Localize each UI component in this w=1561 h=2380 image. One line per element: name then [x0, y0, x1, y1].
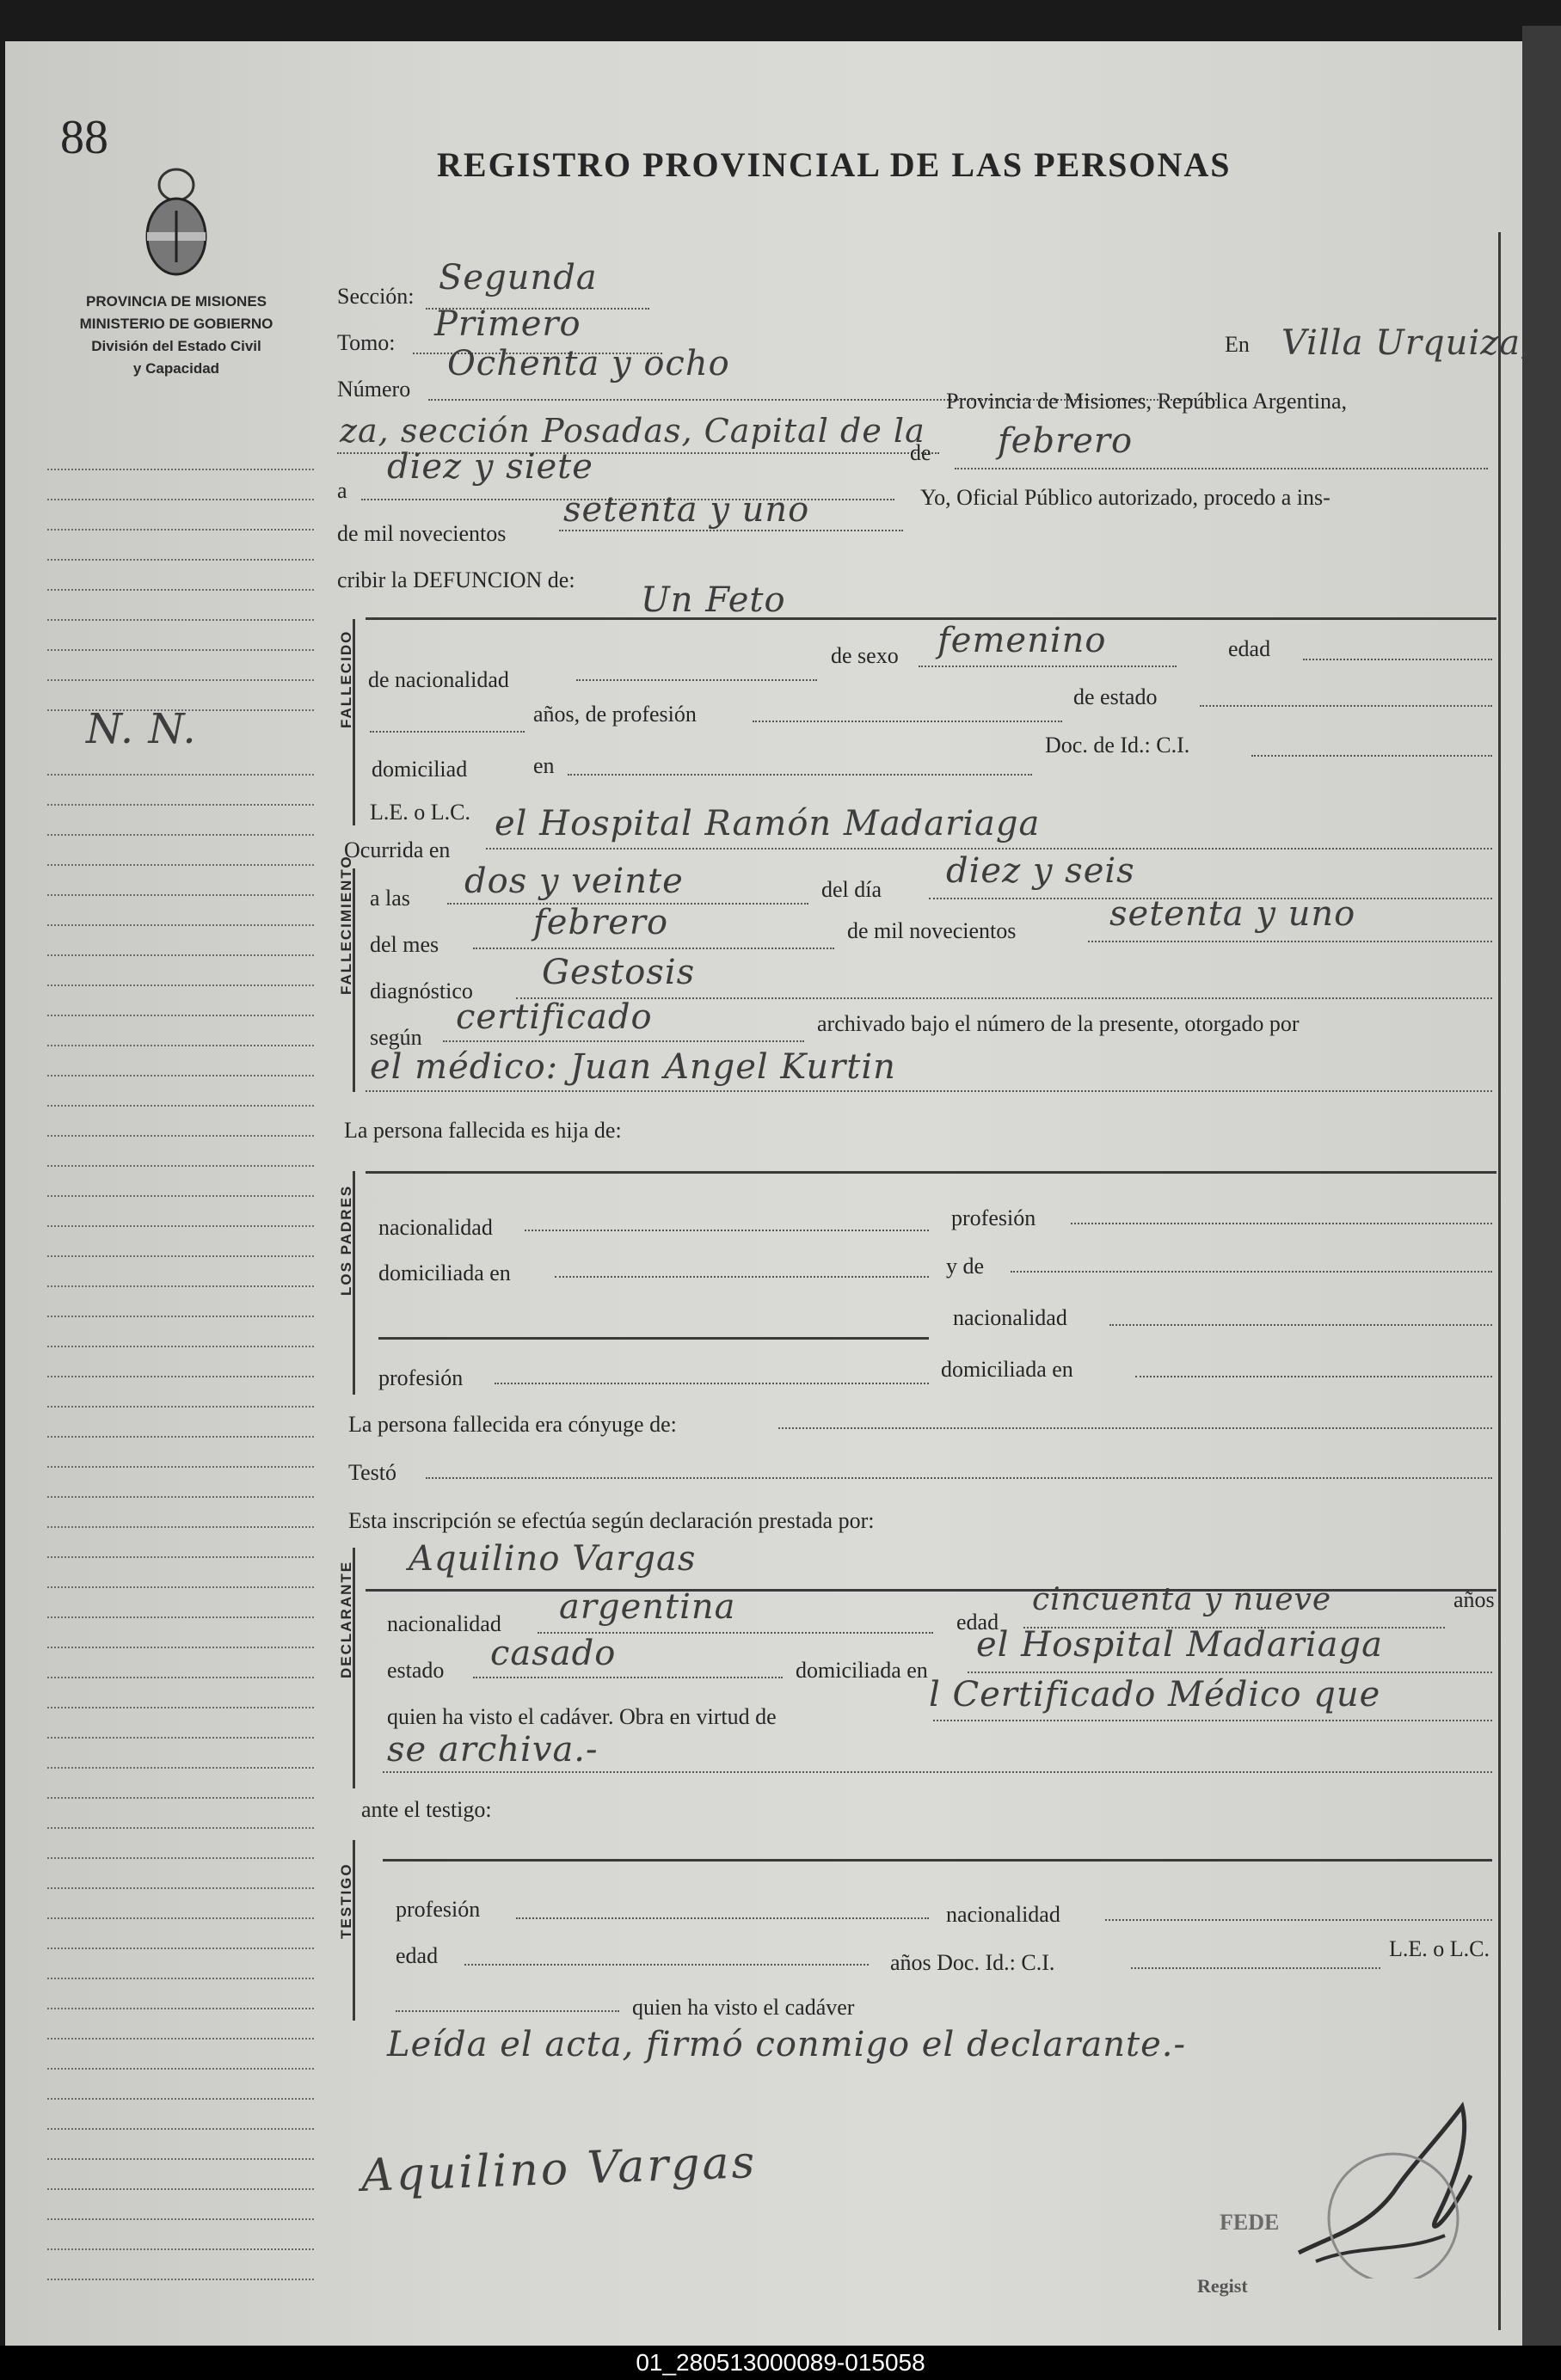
fallecimiento-section-label — [338, 966, 355, 995]
edad-label: edad — [1228, 636, 1271, 661]
en-label: En — [1225, 332, 1250, 357]
declarante-signature: Aquilino Vargas — [360, 2136, 759, 2203]
archivado-text: archivado bajo el número de la presente, otorgado por — [817, 1011, 1300, 1036]
seccion-label: Sección: — [337, 284, 415, 309]
a-value: diez y siete — [387, 447, 593, 487]
padres-profesion-label: profesión — [951, 1205, 1036, 1230]
stamp-text-2: Regist — [1197, 2275, 1248, 2297]
institution-line-1: PROVINCIA DE MISIONES — [85, 293, 267, 310]
ante-text: ante el testigo: — [361, 1797, 492, 1822]
book-spine — [1522, 26, 1561, 2365]
header-line2-value: za, sección Posadas, Capital de la — [340, 412, 925, 450]
closing-text: Leída el acta, firmó conmigo el declarante.- — [387, 2025, 1186, 2064]
stamp-text: FEDE — [1220, 2210, 1280, 2235]
institution-line-4: y Capacidad — [132, 360, 220, 377]
le-label: L.E. o L.C. — [370, 800, 470, 825]
testo-label: Testó — [348, 1460, 396, 1485]
declarante-anos-label: años — [1453, 1587, 1495, 1612]
mes-value: febrero — [533, 903, 669, 942]
padres-nacionalidad2-label: nacionalidad — [953, 1305, 1067, 1330]
declarante-edad-value: cincuenta y nueve — [1032, 1582, 1332, 1617]
declarante-quien-text: quien ha visto el cadáver. Obra en virtud de — [387, 1704, 777, 1729]
dia-label: del día — [821, 877, 882, 902]
inscribir-text: cribir la DEFUNCION de: — [337, 567, 575, 592]
testigo-edad-label: edad — [396, 1943, 439, 1968]
a-label: a — [337, 478, 347, 503]
padres-profesion2-label: profesión — [378, 1365, 464, 1390]
alas-label: a las — [370, 886, 410, 911]
declarante-edad-label: edad — [956, 1610, 999, 1635]
officer-signature-icon — [1264, 2089, 1522, 2279]
mil-value: setenta y uno — [563, 490, 810, 530]
numero-value: Ochenta y ocho — [447, 344, 730, 383]
conyuge-text: La persona fallecida era cónyuge de: — [348, 1412, 677, 1437]
sexo-label: de sexo — [831, 643, 899, 668]
declarante-obra-value-2: se archiva.- — [387, 1730, 599, 1770]
coat-of-arms-icon — [133, 159, 219, 288]
fallecido-section-label — [338, 699, 355, 728]
tomo-value: Primero — [434, 304, 581, 344]
page-title: REGISTRO PROVINCIAL DE LAS PERSONAS — [437, 145, 1232, 184]
padres-domiciliada-label: domiciliada en — [378, 1261, 511, 1285]
margin-note: N. N. — [86, 705, 197, 753]
testigo-quien-text: quien ha visto el cadáver — [632, 1995, 855, 2020]
padres-section-label — [338, 1267, 355, 1296]
declarante-domiciliada-label: domiciliada en — [796, 1658, 928, 1683]
mil-label: de mil novecientos — [337, 521, 507, 546]
declarante-obra-value: l Certificado Médico que — [929, 1675, 1381, 1714]
declaracion-text: Esta inscripción se efectúa según declaración prestada por: — [348, 1508, 875, 1533]
padres-nacionalidad-label: nacionalidad — [378, 1215, 493, 1240]
numero-label: Número — [337, 377, 411, 402]
hija-text: La persona fallecida es hija de: — [344, 1118, 622, 1143]
medico-value: el médico: Juan Angel Kurtin — [370, 1047, 896, 1087]
segun-label: según — [370, 1025, 422, 1050]
testigo-section-label — [338, 1910, 355, 1939]
declarante-estado-value: casado — [490, 1634, 617, 1673]
seccion-value: Segunda — [439, 258, 598, 298]
declarante-nacionalidad-value: argentina — [559, 1587, 736, 1627]
testigo-nacionalidad-label: nacionalidad — [946, 1902, 1060, 1927]
oficial-text: Yo, Oficial Público autorizado, procedo a ins- — [920, 485, 1331, 510]
alas-value: dos y veinte — [464, 862, 684, 901]
de-value: febrero — [998, 421, 1134, 461]
fallecimiento-mil-label: de mil novecientos — [847, 918, 1017, 943]
diagnostico-value: Gestosis — [542, 953, 696, 992]
declarante-name: Aquilino Vargas — [409, 1539, 697, 1579]
declarante-estado-label: estado — [387, 1658, 445, 1683]
domicilio-en-label: en — [533, 753, 555, 778]
mes-label: del mes — [370, 932, 439, 957]
sexo-value: femenino — [937, 621, 1107, 660]
en-value: Villa Urquiza, — [1281, 323, 1533, 363]
ocurrida-value: el Hospital Ramón Madariaga — [495, 804, 1041, 843]
testigo-profesion-label: profesión — [396, 1897, 481, 1922]
tomo-label: Tomo: — [337, 330, 396, 355]
footer-id: 01_280513000089-015058 — [636, 2349, 925, 2376]
declarante-nacionalidad-label: nacionalidad — [387, 1611, 501, 1636]
doc-label: Doc. de Id.: C.I. — [1045, 733, 1190, 758]
testigo-doc-label: años Doc. Id.: C.I. — [890, 1950, 1055, 1975]
page-number: 88 — [60, 111, 108, 164]
nacionalidad-label: de nacionalidad — [368, 667, 509, 692]
provincia-text: Provincia de Misiones, República Argentina, — [946, 389, 1347, 414]
institution-line-3: División del Estado Civil — [91, 338, 261, 354]
diagnostico-label: diagnóstico — [370, 978, 473, 1003]
fallecimiento-mil-value: setenta y uno — [1109, 894, 1356, 934]
declarante-domiciliada-value: el Hospital Madariaga — [976, 1625, 1383, 1665]
fallecido-name: Un Feto — [641, 580, 786, 620]
ocurrida-label: Ocurrida en — [344, 837, 451, 862]
institution-line-2: MINISTERIO DE GOBIERNO — [79, 316, 273, 332]
segun-value: certificado — [456, 997, 653, 1037]
declarante-section-label — [338, 1649, 355, 1678]
yde-label: y de — [946, 1254, 985, 1279]
testigo-le-label: L.E. o L.C. — [1389, 1936, 1490, 1961]
estado-label: de estado — [1073, 684, 1158, 709]
domiciliad-label: domiciliad — [372, 757, 468, 782]
padres-domiciliada2-label: domiciliada en — [941, 1357, 1073, 1382]
dia-value: diez y seis — [946, 851, 1135, 891]
anos-profesion-label: años, de profesión — [533, 702, 697, 727]
de-label: de — [910, 440, 931, 465]
